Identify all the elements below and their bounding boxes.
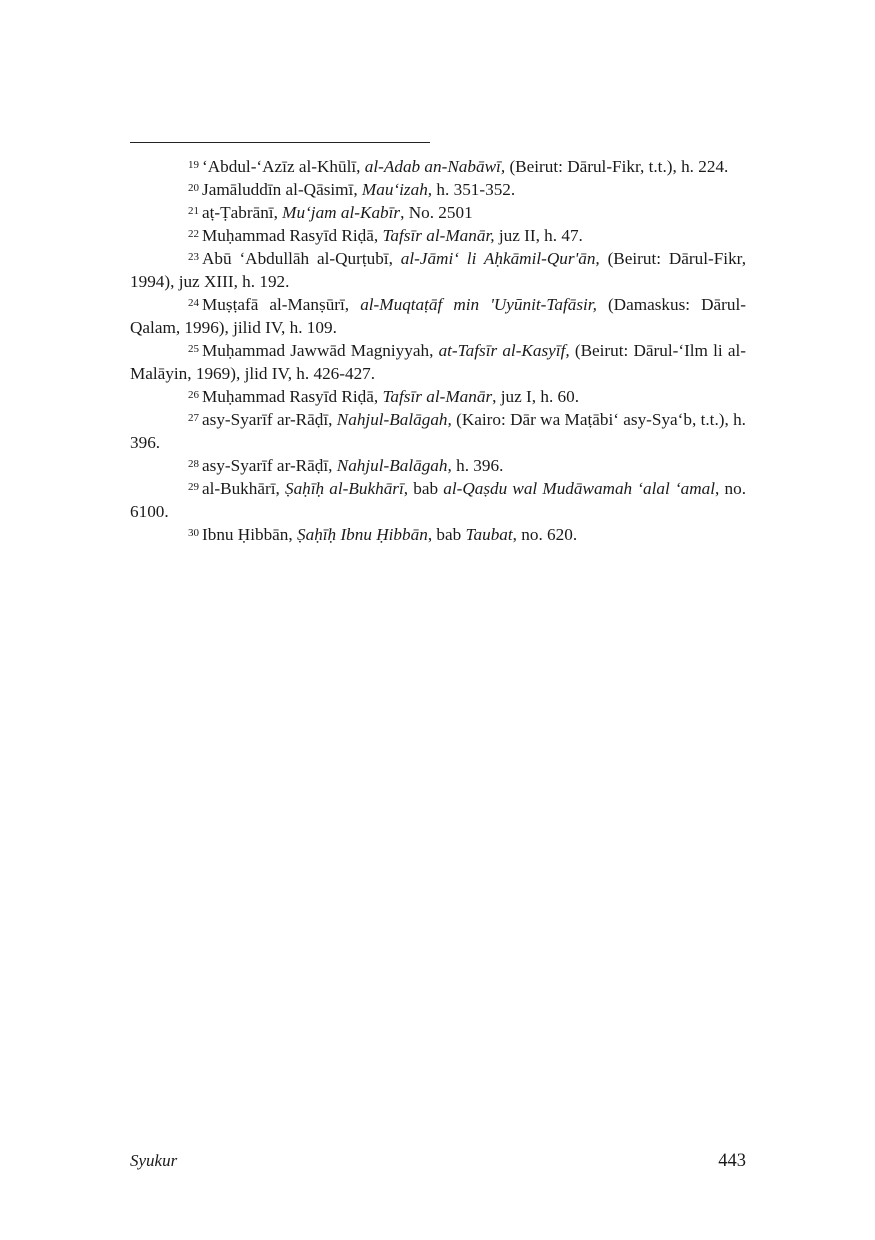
footnote-29 xyxy=(130,477,746,523)
footnotes-list xyxy=(130,155,746,546)
footnote-number: 19 xyxy=(188,159,199,171)
footnote-text: asy-Syarīf ar-Rāḍī, xyxy=(202,410,337,429)
footnote-title-italic: al-Jāmi‘ li Aḥkāmil-Qur'ān, xyxy=(400,249,600,268)
footnote-title-italic: Ṣaḥīḥ al-Bukhārī xyxy=(284,479,404,498)
footnote-28 xyxy=(130,454,746,477)
footnote-20 xyxy=(130,178,746,201)
footnote-text: juz II, h. 47. xyxy=(494,226,583,245)
footnote-number: 30 xyxy=(188,527,199,539)
footnote-title-italic: Mau‘izah, xyxy=(361,180,433,199)
footnote-title-italic: Mu‘jam al-Kabīr xyxy=(282,203,401,222)
footnote-text: (Beirut: Dārul-‘Ilm li al-Malāyin, 1969), jlid IV, h. 426-427. xyxy=(130,341,746,383)
footnote-title-italic: Nahjul-Balāgah, xyxy=(336,410,452,429)
footnote-text: al-Bukhārī, xyxy=(202,479,285,498)
footnote-text: (Damaskus: Dārul-Qalam, 1996), jilid IV, h. 109. xyxy=(130,295,746,337)
footnote-text: h. 351-352. xyxy=(432,180,516,199)
footnote-number: 21 xyxy=(188,205,199,217)
footnote-title-italic: Tafsīr al-Manār, xyxy=(382,226,495,245)
footnote-title-italic: Taubat xyxy=(465,525,513,544)
footnote-title-italic: al-Adab an-Nabāwī, xyxy=(364,157,506,176)
footnote-text: , bab xyxy=(427,525,466,544)
footnote-23 xyxy=(130,247,746,293)
running-title: Syukur xyxy=(130,1151,178,1170)
footnote-text: Ibnu Ḥibbān, xyxy=(202,525,297,544)
footnote-title-italic: Nahjul-Balāgah, xyxy=(336,456,452,475)
footnote-24 xyxy=(130,293,746,339)
footnote-number: 23 xyxy=(188,251,199,263)
footnote-text: (Beirut: Dārul-Fikr, t.t.), h. 224. xyxy=(505,157,729,176)
footnote-text: , no. 6100. xyxy=(130,479,746,521)
footnote-30 xyxy=(130,523,746,546)
footnote-text: (Beirut: Dārul-Fikr, 1994), juz XIII, h. 192. xyxy=(130,249,746,291)
footnote-number: 22 xyxy=(188,228,199,240)
footnote-text: , No. 2501 xyxy=(400,203,473,222)
footnote-text: Jamāluddīn al-Qāsimī, xyxy=(202,180,362,199)
footnote-title-italic: Tafsīr al-Manār xyxy=(382,387,493,406)
footnote-26 xyxy=(130,385,746,408)
footnote-title-italic: al-Qaṣdu wal Mudāwamah ‘alal ‘amal xyxy=(443,479,716,498)
footnote-text: h. 396. xyxy=(451,456,504,475)
footnote-text: , no. 620. xyxy=(512,525,578,544)
footnote-title-italic: at-Tafsīr al-Kasyīf, xyxy=(438,341,570,360)
footnote-text: , bab xyxy=(403,479,444,498)
footnote-text: Muṣṭafā al-Manṣūrī, xyxy=(202,295,361,314)
footnote-text: , juz I, h. 60. xyxy=(492,387,580,406)
footnote-number: 25 xyxy=(188,343,199,355)
footnote-number: 26 xyxy=(188,389,199,401)
footnote-title-italic: al-Muqtaṭāf min 'Uyūnit-Tafāsir, xyxy=(360,295,597,314)
footnote-text: aṭ-Ṭabrānī, xyxy=(202,203,283,222)
footnote-19 xyxy=(130,155,746,178)
footnote-text: Muḥammad Rasyīd Riḍā, xyxy=(202,387,383,406)
footnote-title-italic: Ṣaḥīḥ Ibnu Ḥibbān xyxy=(297,525,428,544)
footnote-text: (Kairo: Dār wa Maṭābi‘ asy-Sya‘b, t.t.), h. 396. xyxy=(130,410,746,452)
footnote-text: asy-Syarīf ar-Rāḍī, xyxy=(202,456,337,475)
footnote-21 xyxy=(130,201,746,224)
footnote-number: 24 xyxy=(188,297,199,309)
footnote-22 xyxy=(130,224,746,247)
page-number: 443 xyxy=(718,1151,746,1171)
footnote-number: 29 xyxy=(188,481,199,493)
footnote-separator-rule xyxy=(130,142,430,143)
footnote-number: 28 xyxy=(188,458,199,470)
footnote-text: Muḥammad Jawwād Magniyyah, xyxy=(202,341,439,360)
footnote-number: 27 xyxy=(188,412,199,424)
footnote-text: Muḥammad Rasyīd Riḍā, xyxy=(202,226,383,245)
footnote-number: 20 xyxy=(188,182,199,194)
footnote-27 xyxy=(130,408,746,454)
footnote-text: Abū ‘Abdullāh al-Qurṭubī, xyxy=(202,249,401,268)
footnote-text: ‘Abdul-‘Azīz al-Khūlī, xyxy=(202,157,365,176)
footnote-25 xyxy=(130,339,746,385)
